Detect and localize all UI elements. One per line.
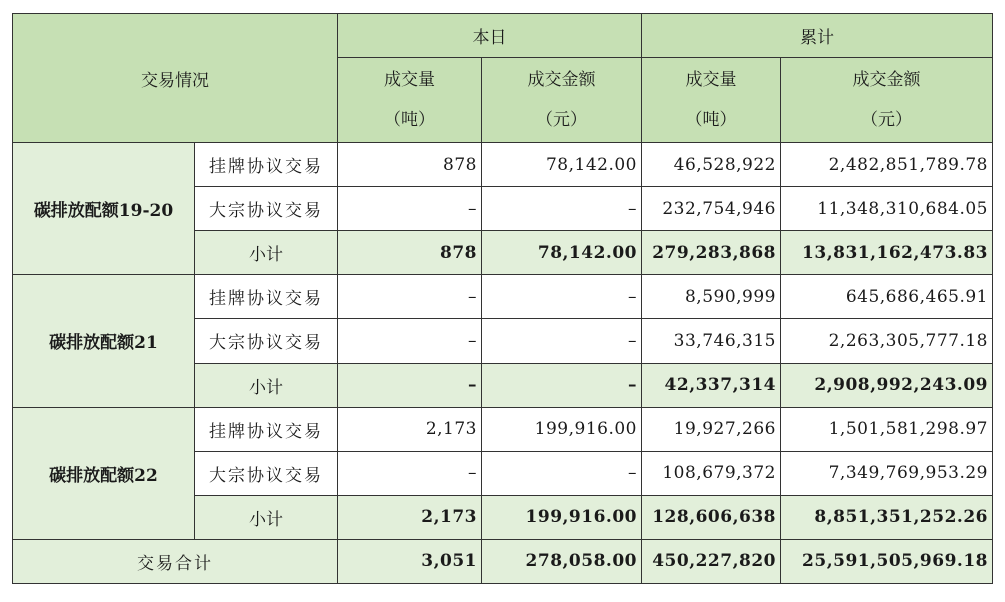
cum-amount: 1,501,581,298.97	[781, 407, 993, 451]
day-volume: –	[338, 451, 482, 495]
cum-volume: 108,679,372	[642, 451, 781, 495]
day-amount: –	[482, 275, 642, 319]
header-cumulative: 累计	[642, 14, 993, 58]
subtotal-label: 小计	[195, 363, 338, 407]
cum-amount: 2,263,305,777.18	[781, 319, 993, 363]
day-volume: 2,173	[338, 407, 482, 451]
day-amount: –	[482, 451, 642, 495]
total-cum-amount: 25,591,505,969.18	[781, 539, 993, 583]
day-amount: 199,916.00	[482, 495, 642, 539]
day-amount: –	[482, 187, 642, 231]
header-today: 本日	[338, 14, 642, 58]
cum-volume: 46,528,922	[642, 143, 781, 187]
header-cum-volume	[642, 58, 781, 143]
header-cum-amount	[781, 58, 993, 143]
subtotal-label: 小计	[195, 495, 338, 539]
amount-label: 成交金额	[852, 70, 921, 91]
cum-amount: 8,851,351,252.26	[781, 495, 993, 539]
group-name: 碳排放配额19-20	[13, 143, 195, 275]
group-name: 碳排放配额22	[13, 407, 195, 539]
day-amount: 78,142.00	[482, 231, 642, 275]
cum-amount: 13,831,162,473.83	[781, 231, 993, 275]
volume-unit: （吨）	[685, 110, 737, 131]
day-volume: 2,173	[338, 495, 482, 539]
cum-amount: 2,908,992,243.09	[781, 363, 993, 407]
cum-volume: 128,606,638	[642, 495, 781, 539]
cum-amount: 645,686,465.91	[781, 275, 993, 319]
amount-unit: （元）	[861, 110, 912, 131]
day-volume: –	[338, 363, 482, 407]
day-amount: 78,142.00	[482, 143, 642, 187]
volume-label: 成交量	[685, 70, 737, 91]
cum-volume: 19,927,266	[642, 407, 781, 451]
cum-volume: 33,746,315	[642, 319, 781, 363]
day-amount: –	[482, 363, 642, 407]
cum-volume: 8,590,999	[642, 275, 781, 319]
trade-type: 大宗协议交易	[195, 319, 338, 363]
day-volume: 878	[338, 231, 482, 275]
cum-amount: 11,348,310,684.05	[781, 187, 993, 231]
day-volume: –	[338, 275, 482, 319]
cum-volume: 279,283,868	[642, 231, 781, 275]
cum-amount: 2,482,851,789.78	[781, 143, 993, 187]
header-today-amount	[482, 58, 642, 143]
cum-volume: 232,754,946	[642, 187, 781, 231]
day-amount: –	[482, 319, 642, 363]
volume-label: 成交量	[384, 70, 435, 91]
total-day-volume: 3,051	[338, 539, 482, 583]
day-volume: 878	[338, 143, 482, 187]
total-label: 交易合计	[13, 539, 338, 583]
trade-type: 大宗协议交易	[195, 451, 338, 495]
volume-unit: （吨）	[384, 110, 435, 131]
cum-amount: 7,349,769,953.29	[781, 451, 993, 495]
trade-type: 挂牌协议交易	[195, 275, 338, 319]
trade-type: 挂牌协议交易	[195, 143, 338, 187]
day-volume: –	[338, 187, 482, 231]
amount-label: 成交金额	[527, 70, 596, 91]
trade-type: 大宗协议交易	[195, 187, 338, 231]
header-category: 交易情况	[13, 14, 338, 143]
amount-unit: （元）	[536, 110, 587, 131]
day-volume: –	[338, 319, 482, 363]
total-day-amount: 278,058.00	[482, 539, 642, 583]
day-amount: 199,916.00	[482, 407, 642, 451]
group-name: 碳排放配额21	[13, 275, 195, 407]
header-today-volume	[338, 58, 482, 143]
subtotal-label: 小计	[195, 231, 338, 275]
trade-type: 挂牌协议交易	[195, 407, 338, 451]
cum-volume: 42,337,314	[642, 363, 781, 407]
total-cum-volume: 450,227,820	[642, 539, 781, 583]
carbon-trading-table	[12, 13, 993, 584]
